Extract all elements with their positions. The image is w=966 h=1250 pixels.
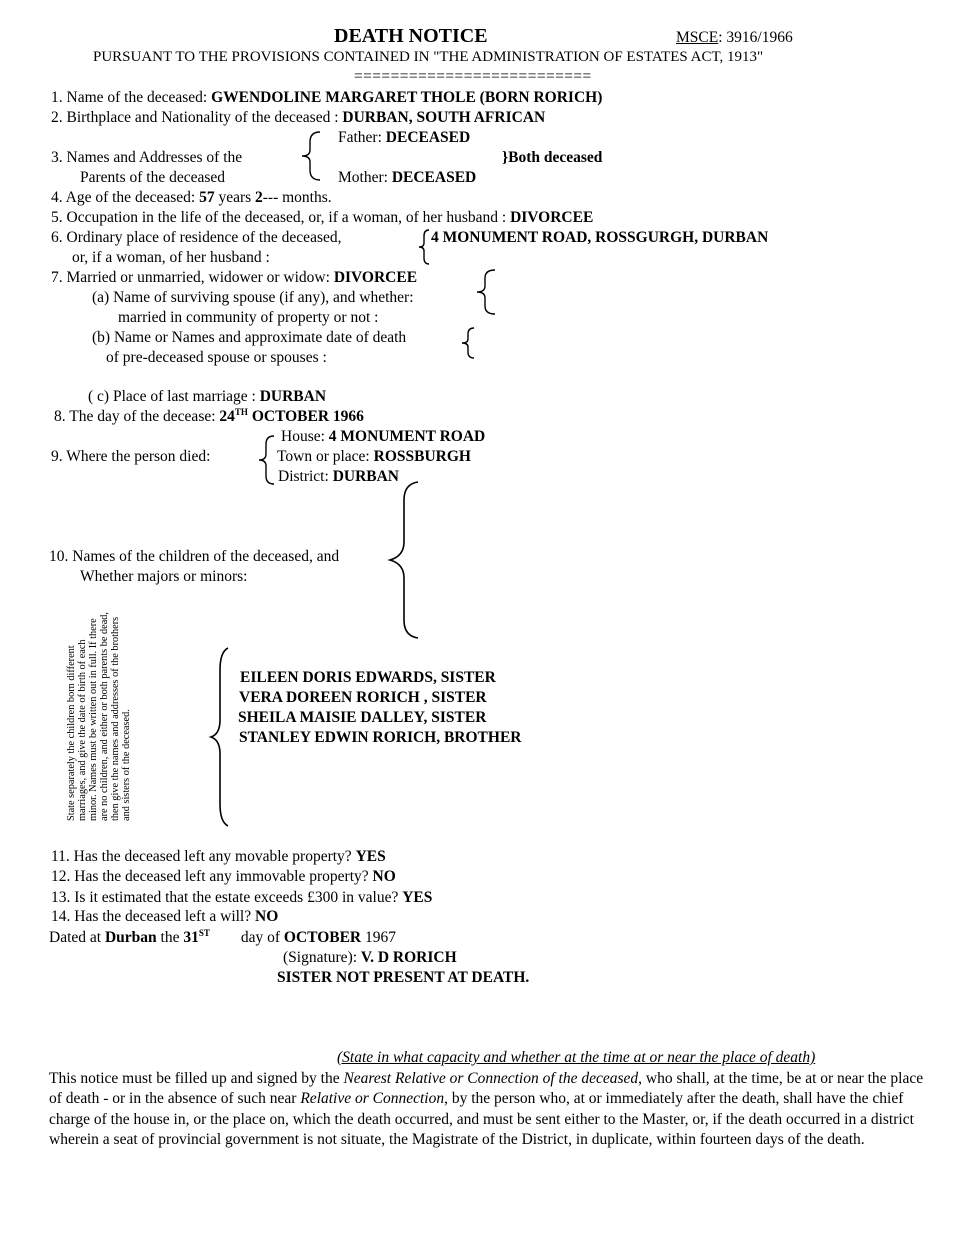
footer-part-3: , by the person who, at or immediately after the death, shall have the chief charge of the house in, or the place on, which the death occurred, and must be sent either to the Master, or, if the death occurred in a district wherein a seat of provincial government is not situate, the Magistrate of the District, in duplicate, within fourteen days of the death.	[49, 1090, 914, 1148]
item-7	[51, 268, 417, 287]
place-of-death-brace	[256, 434, 278, 486]
item-9-district	[278, 467, 399, 486]
item-6-label-1: 6. Ordinary place of residence of the deceased,	[51, 229, 342, 246]
item-7-label: 7. Married or unmarried, widower or widow:	[51, 269, 330, 286]
house-label: House:	[281, 428, 325, 445]
item-1-value: GWENDOLINE MARGARET THOLE (BORN RORICH)	[211, 89, 603, 106]
town-label: Town or place:	[277, 448, 370, 465]
item-3-label-1: 3. Names and Addresses of the	[51, 149, 243, 166]
item-7c	[88, 387, 326, 406]
capacity-instruction: (State in what capacity and whether at the time at or near the place of death)	[337, 1049, 816, 1066]
sibling-4: STANLEY EDWIN RORICH, BROTHER	[239, 729, 522, 746]
footer-emphasis-2: Relative or Connection	[300, 1090, 445, 1108]
item-11-value: YES	[355, 848, 386, 865]
dated-at-label: Dated at	[49, 929, 102, 946]
mother-value: DECEASED	[391, 169, 477, 186]
item-3-father	[338, 128, 470, 147]
item-7c-value: DURBAN	[259, 388, 327, 405]
dated-day: 31	[183, 929, 199, 946]
item-7a-line-2: married in community of property or not :	[118, 309, 379, 326]
item-3-both-deceased: }Both deceased	[502, 149, 603, 166]
item-13-label: 13. Is it estimated that the estate exceeds £300 in value?	[51, 889, 399, 906]
item-6-value: 4 MONUMENT ROAD, ROSSGURGH, DURBAN	[431, 229, 769, 246]
msce-value: : 3916/1966	[718, 29, 793, 46]
item-4-label: 4. Age of the deceased:	[51, 189, 196, 206]
item-10-label-2: Whether majors or minors:	[80, 568, 248, 585]
signature-line	[283, 948, 457, 967]
footer-part-2: , who shall, at the time, be at or near the place of death - or in the absence of such near	[49, 1070, 924, 1108]
item-7b-line-1: (b) Name or Names and approximate date of death	[92, 329, 407, 346]
children-brace	[386, 480, 422, 640]
subtitle: PURSUANT TO THE PROVISIONS CONTAINED IN "THE ADMINISTRATION OF ESTATES ACT, 1913"	[93, 49, 764, 65]
item-5	[51, 208, 593, 227]
item-7c-label: ( c) Place of last marriage :	[88, 388, 256, 405]
item-2-label: 2. Birthplace and Nationality of the deceased :	[51, 109, 339, 126]
father-label: Father:	[338, 129, 382, 146]
item-13-value: YES	[402, 889, 433, 906]
house-value: 4 MONUMENT ROAD	[328, 428, 486, 445]
side-instruction-note: State separately the children born different marriages, and give the date of birth of each minor. Names must be written out in full. If there are no children, and either or both parents be dead, then give the names and addresses of the brothers and sisters of the deceased.	[66, 612, 132, 821]
item-1-label: 1. Name of the deceased:	[51, 89, 208, 106]
age-months: 2	[255, 189, 263, 206]
item-2	[51, 108, 545, 127]
item-7-value: DIVORCEE	[333, 269, 418, 286]
item-5-value: DIVORCEE	[510, 209, 594, 226]
parents-brace	[298, 130, 324, 182]
dated-line	[49, 928, 396, 947]
item-6-label-2: or, if a woman, of her husband :	[72, 249, 270, 266]
item-14-label: 14. Has the deceased left a will?	[51, 908, 252, 925]
item-13	[51, 888, 432, 907]
footer-instructions	[49, 1069, 929, 1150]
siblings-brace	[208, 646, 232, 828]
item-11-label: 11. Has the deceased left any movable property?	[51, 848, 352, 865]
age-months-unit: --- months.	[262, 189, 332, 206]
item-8	[54, 407, 364, 426]
signature-label: (Signature):	[283, 949, 358, 966]
item-12-label: 12. Has the deceased left any immovable property?	[51, 868, 369, 885]
decease-date: OCTOBER 1966	[251, 408, 364, 425]
item-8-label: 8. The day of the decease:	[54, 408, 216, 425]
signature-value: V. D RORICH	[360, 949, 457, 966]
item-1	[51, 88, 602, 107]
msce-reference	[676, 28, 793, 47]
dated-place: Durban	[104, 929, 157, 946]
item-9-town	[277, 447, 471, 466]
age-years-unit: years	[218, 189, 252, 206]
father-value: DECEASED	[385, 129, 471, 146]
dated-the: the	[160, 929, 180, 946]
item-12-value: NO	[372, 868, 396, 885]
item-7a-line-1: (a) Name of surviving spouse (if any), and whether:	[92, 289, 414, 306]
item-9-label: 9. Where the person died:	[51, 448, 211, 465]
header-rule: ==========================	[354, 68, 592, 85]
residence-brace	[416, 228, 432, 266]
document-title: DEATH NOTICE	[334, 25, 488, 47]
district-value: DURBAN	[332, 468, 399, 485]
decease-day: 24	[219, 408, 235, 425]
town-value: ROSSBURGH	[373, 448, 471, 465]
item-14-value: NO	[255, 908, 279, 925]
item-12	[51, 867, 396, 886]
item-2-value: DURBAN, SOUTH AFRICAN	[342, 109, 546, 126]
msce-label: MSCE	[676, 29, 719, 46]
footer-part-1: This notice must be filled up and signed by the	[49, 1070, 344, 1087]
dated-day-of: day of	[240, 929, 281, 946]
item-11	[51, 847, 386, 866]
spouse-brace	[473, 268, 499, 316]
decease-day-suffix: TH	[234, 406, 248, 417]
item-3-label-2: Parents of the deceased	[80, 169, 226, 186]
predeceased-brace	[458, 326, 478, 360]
footer-emphasis-1: Nearest Relative or Connection of the deceased	[343, 1070, 639, 1087]
item-7b-line-2: of pre-deceased spouse or spouses :	[106, 349, 327, 366]
item-9-house	[281, 427, 485, 446]
sibling-1: EILEEN DORIS EDWARDS, SISTER	[240, 669, 496, 686]
signatory-capacity: SISTER NOT PRESENT AT DEATH.	[277, 969, 530, 986]
dated-year: 1967	[365, 929, 397, 946]
sibling-3: SHEILA MAISIE DALLEY, SISTER	[238, 709, 487, 726]
dated-day-suffix: ST	[198, 927, 210, 938]
mother-label: Mother:	[338, 169, 388, 186]
age-years: 57	[199, 189, 215, 206]
item-3-mother	[338, 168, 476, 187]
item-10-label-1: 10. Names of the children of the deceased, and	[49, 548, 340, 565]
dated-month: OCTOBER	[283, 929, 362, 946]
item-4	[51, 188, 332, 207]
item-14	[51, 907, 278, 926]
district-label: District:	[278, 468, 329, 485]
sibling-2: VERA DOREEN RORICH , SISTER	[239, 689, 487, 706]
item-5-label: 5. Occupation in the life of the deceased, or, if a woman, of her husband :	[51, 209, 507, 226]
